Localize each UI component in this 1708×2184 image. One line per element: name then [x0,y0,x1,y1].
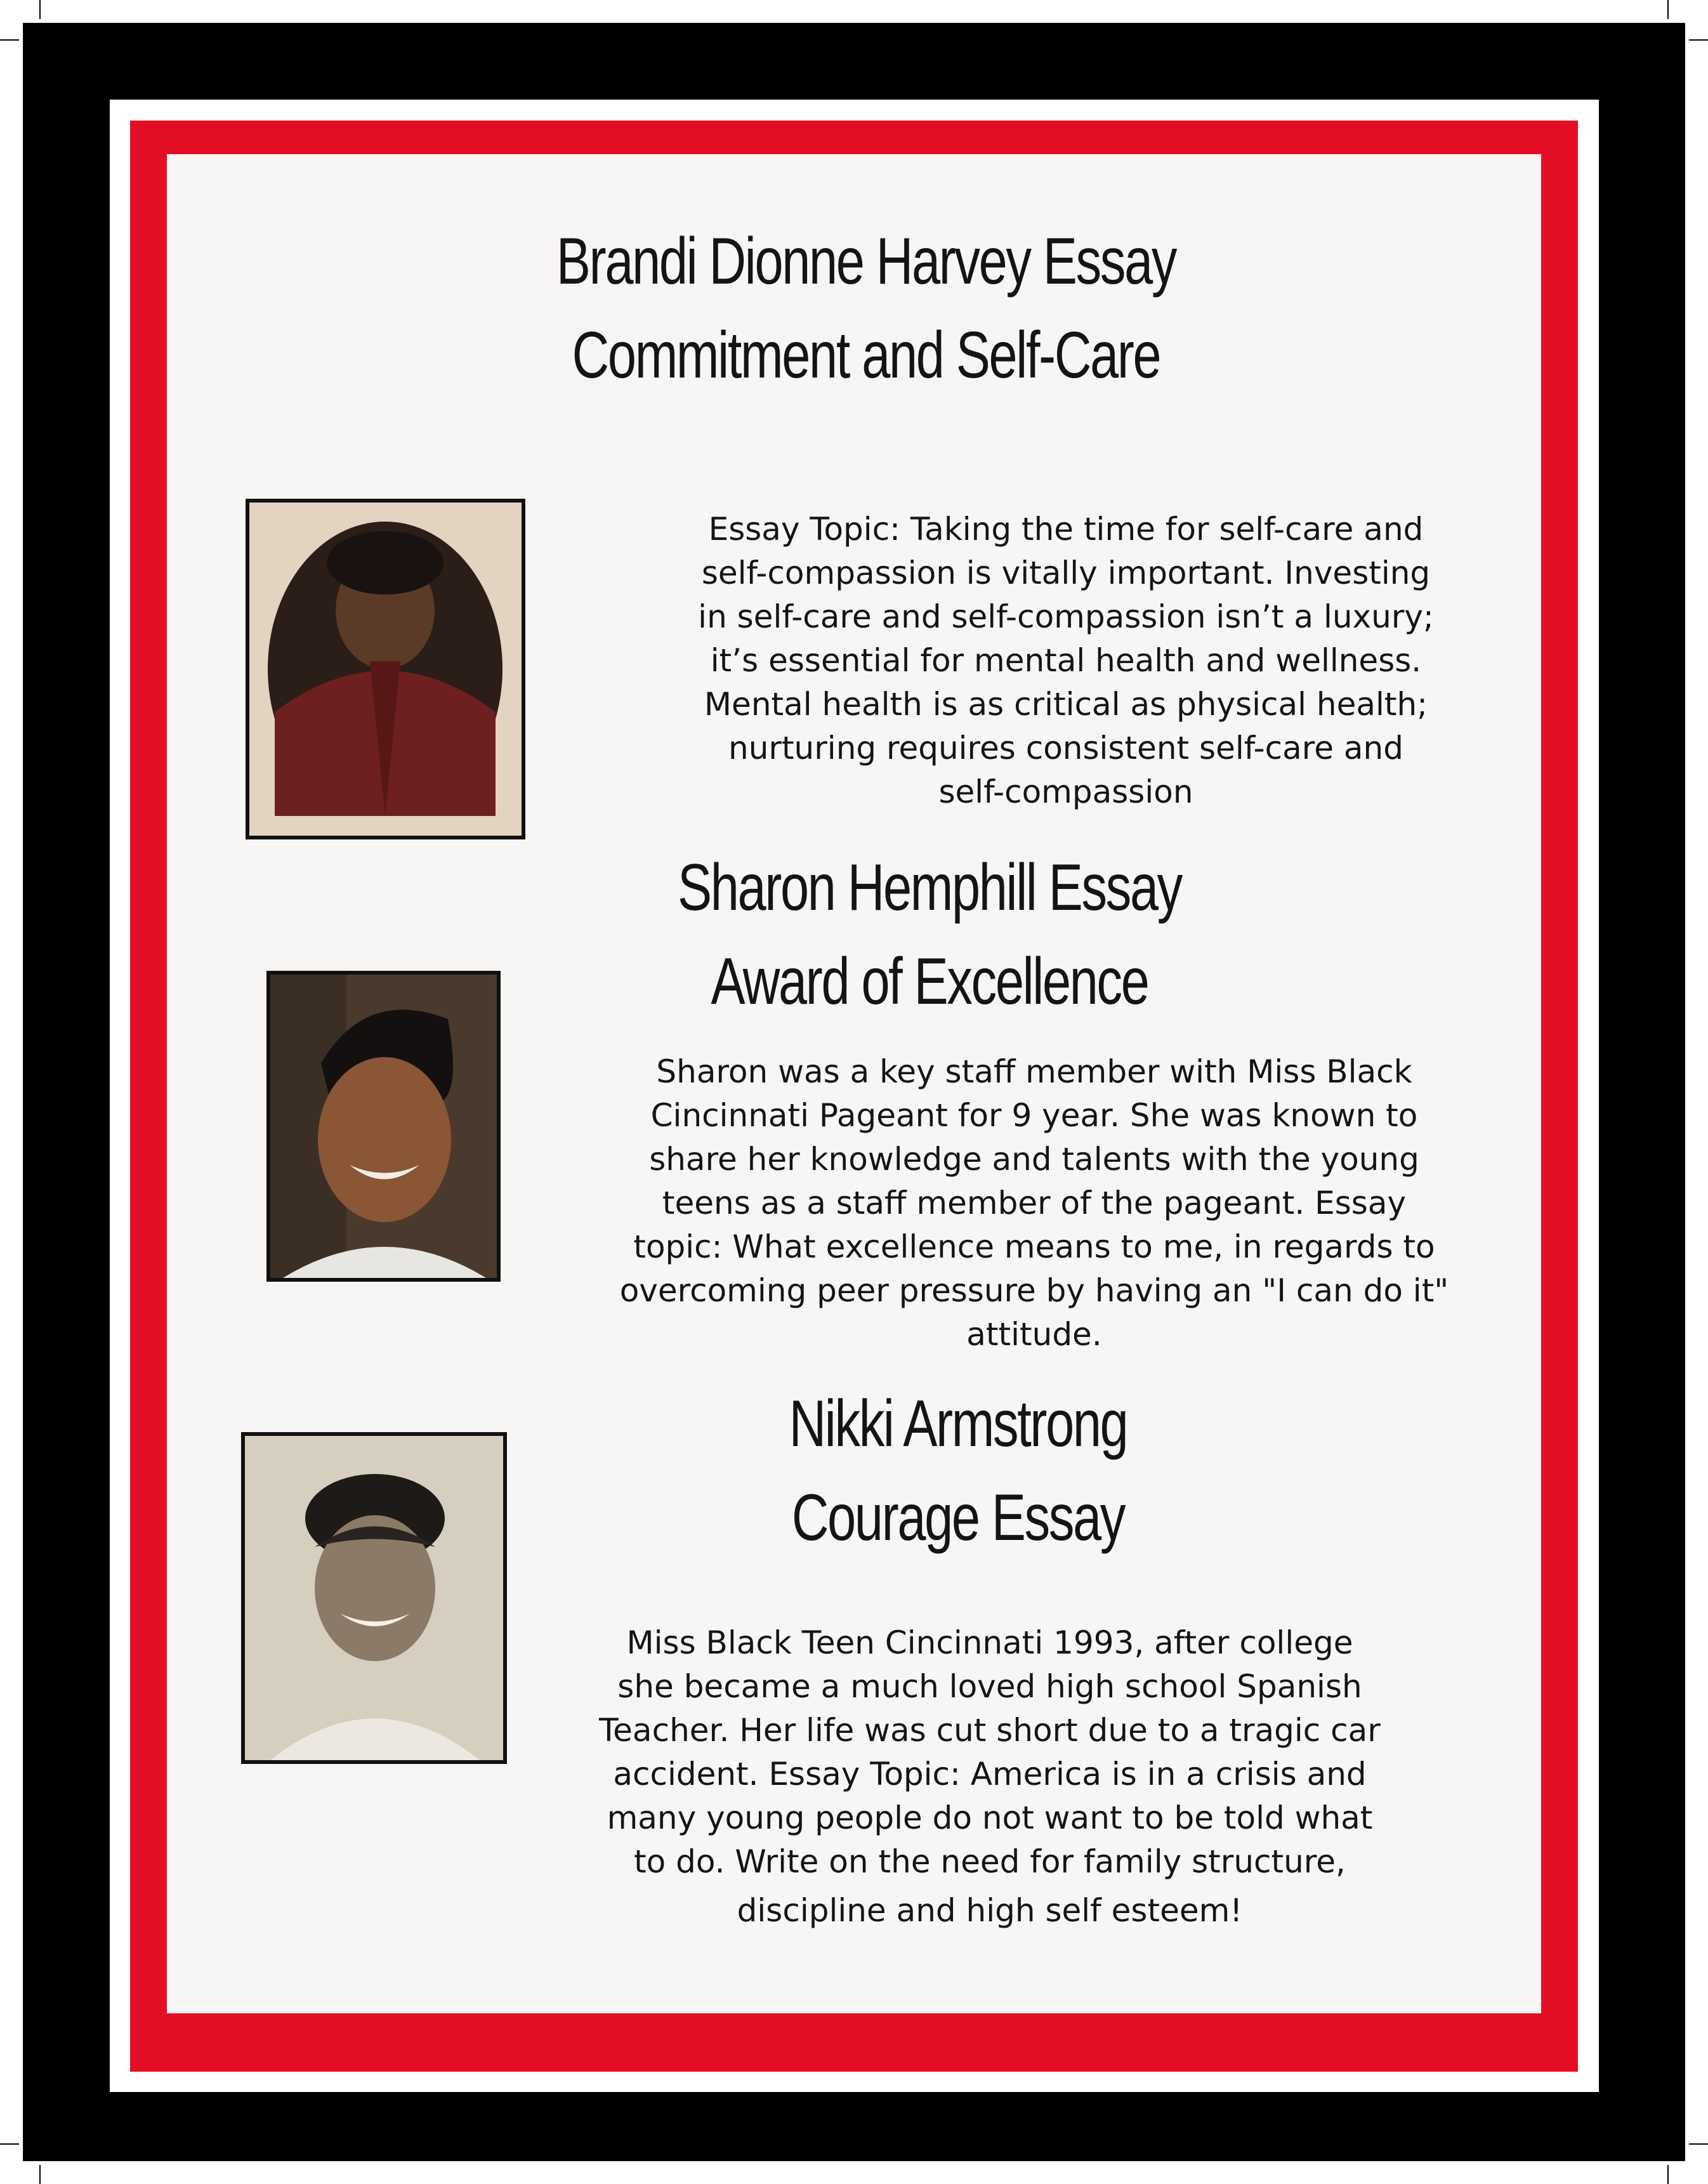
crop-mark [1667,2165,1669,2184]
body-line: self-compassion [938,773,1193,810]
section-body [634,508,1497,814]
body-line: Teacher. Her life was cut short due to a tragic car [599,1712,1381,1749]
body-line: it’s essential for mental health and wellness. [710,642,1422,679]
crop-mark [39,2165,41,2184]
body-line: discipline and high self esteem! [737,1892,1243,1929]
body-line: many young people do not want to be told what [607,1799,1373,1836]
body-line: to do. Write on the need for family structure, [634,1843,1346,1880]
title-line: Commitment and Self-Care [572,319,1160,392]
body-line: she became a much loved high school Spanish [617,1668,1362,1705]
body-line: teens as a staff member of the pageant. Essay [662,1185,1407,1221]
crop-mark [0,2143,19,2145]
crop-mark [1667,0,1669,19]
body-line: self-compassion is vitally important. Investing [701,555,1431,591]
portrait-photo-sharon [266,971,501,1282]
title-line: Brandi Dionne Harvey Essay [556,225,1176,298]
crop-mark [1689,39,1708,41]
section-title [629,1377,1287,1565]
body-line: Sharon was a key staff member with Miss Black [656,1053,1412,1090]
body-line: Essay Topic: Taking the time for self-care and [708,511,1424,548]
body-line: in self-care and self-compassion isn’t a luxury; [698,598,1434,635]
section-title [600,841,1258,1029]
portrait-photo-nikki [241,1432,507,1764]
title-line: Sharon Hemphill Essay [678,851,1181,924]
section-title [537,214,1195,402]
crop-mark [1689,2143,1708,2145]
title-line: Award of Excellence [711,945,1148,1018]
title-line: Nikki Armstrong [789,1387,1127,1461]
body-line: overcoming peer pressure by having an "I can do it" [619,1272,1449,1309]
body-line: Cincinnati Pageant for 9 year. She was known to [650,1097,1418,1134]
body-line: Miss Black Teen Cincinnati 1993, after college [626,1624,1353,1661]
body-line: share her knowledge and talents with the young [649,1141,1419,1178]
portrait-photo-brandi [246,499,525,839]
crop-mark [39,0,41,19]
body-line: topic: What excellence means to me, in regards to [633,1228,1435,1265]
body-line: Mental health is as critical as physical health; [704,686,1428,723]
body-line: nurturing requires consistent self-care and [728,730,1403,766]
section-body [546,1621,1434,1933]
body-line: attitude. [966,1316,1102,1353]
body-line: accident. Essay Topic: America is in a crisis and [613,1756,1367,1793]
section-body [571,1050,1497,1357]
crop-mark [0,39,19,41]
title-line: Courage Essay [791,1481,1125,1555]
